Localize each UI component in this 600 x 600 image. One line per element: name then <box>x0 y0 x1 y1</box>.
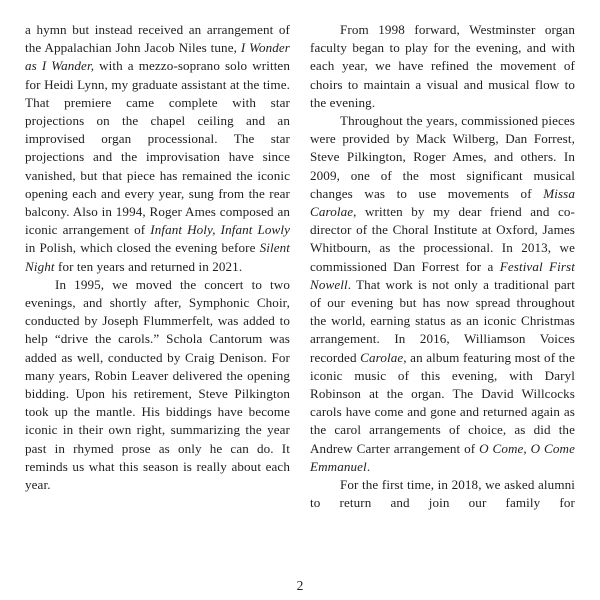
text-columns <box>25 21 575 576</box>
body-text: in Polish, which closed the evening before <box>25 240 260 256</box>
page-footer <box>25 576 575 596</box>
body-text: with a mezzo-soprano solo written for Heidi Lynn, my graduate assistant at the time. That premiere came complete with star projections on the chapel ceiling and an improvised organ processional. The star projections and the improvisation have since vanished, but that piece has remained the iconic opening each and every year, sung from the rear balcony. Also in 1994, Roger Ames composed an iconic arrangement of <box>25 58 290 238</box>
italic-title-text: O Come, O Come Emmanuel <box>310 440 575 474</box>
body-text: a hymn but instead received an arrangement of the Appalachian John Jacob Niles tune, <box>25 22 290 56</box>
body-text: for ten years and returned in 2021. <box>54 258 243 274</box>
italic-title-text: Missa Carolae <box>310 185 575 220</box>
body-text: , written by my dear friend and co-director of the Choral Institute at Oxford, James Whitbourn, as the processional. In 2013, we commissioned Dan Forrest for a <box>310 204 575 274</box>
right-column <box>310 21 575 576</box>
italic-title-text: Silent Night <box>25 240 290 274</box>
body-text: . That work is not only a traditional part of our evening but has now spread throughout the world, earning status as an iconic Christmas arrangement. In 2016, Williamson Voices recorded <box>310 276 575 365</box>
paragraph <box>310 476 575 512</box>
italic-title-text: Carolae <box>360 349 404 365</box>
paragraph <box>25 276 290 494</box>
body-text: , an album featuring most of the iconic music of this evening, with Daryl Robinson at the organ. The David Willcocks carols have come and gone and returned again as the carol arrangements of choice, as did the Andrew Carter arrangement of <box>310 349 575 456</box>
italic-title-text: Festival First Nowell <box>310 258 575 292</box>
body-text: For the first time, in 2018, we asked alumni to return and join our family for <box>310 477 575 511</box>
body-text: From 1998 forward, Westminster organ faculty began to play for the evening, and with each year, we have refined the movement of choirs to maintain a visual and musical flow to the evening. <box>310 22 575 110</box>
italic-title-text: I Wonder as I Wander, <box>25 40 291 74</box>
paragraph <box>310 112 575 476</box>
paragraph <box>310 21 575 112</box>
paragraph <box>25 21 290 276</box>
body-text: . <box>366 458 371 474</box>
left-column <box>25 21 290 576</box>
italic-title-text: Infant Holy, Infant Lowly <box>150 222 290 238</box>
body-text: Throughout the years, commissioned pieces were provided by Mack Wilberg, Dan Forrest, Steve Pilkington, Roger Ames, and others. In 2009, one of the most significant musical changes was to use movements of <box>310 113 575 201</box>
body-text: In 1995, we moved the concert to two evenings, and shortly after, Symphonic Choir, conducted by Joseph Flummerfelt, was added to help “drive the carols.” Schola Cantorum was added as well, conducted by Craig Denison. For many years, Robin Leaver delivered the opening bidding. Upon his retirement, Steve Pilkington took up the mantle. His biddings have become iconic in their own right, summarizing the year past in rhymed prose as only he can do. It reminds us what this season is really about each year. <box>25 276 290 493</box>
page-number: 2 <box>296 578 304 593</box>
